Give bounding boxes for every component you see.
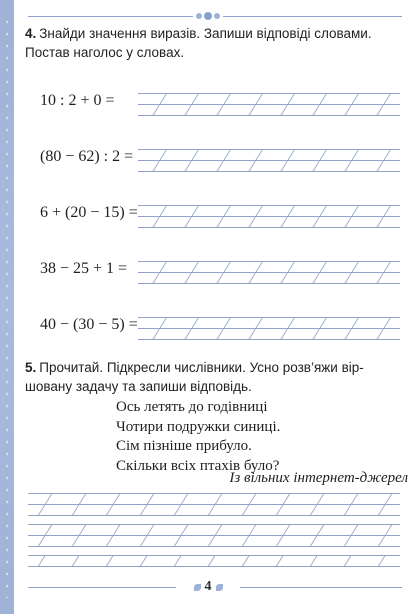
ruling-line: [138, 227, 400, 228]
poem-line: Сім пізніше прибуло.: [116, 438, 252, 454]
poem: [116, 398, 406, 476]
expression-3: 6 + (20 − 15) =: [40, 204, 138, 221]
slant-guide: [208, 555, 216, 566]
ruling-line: [28, 515, 400, 516]
task4-number: 4.: [25, 26, 37, 41]
page-number: 4: [204, 579, 212, 594]
footer-ornament: [176, 578, 240, 596]
expression-4: 38 − 25 + 1 =: [40, 260, 128, 277]
slant-guide: [140, 555, 148, 566]
poem-line: Чотири подружки синиці.: [116, 418, 281, 435]
ruling-line: [138, 261, 400, 262]
slant-guide: [344, 555, 352, 566]
task5-instruction-line1: Прочитай. Підкресли числівники. Усно розв’яжи вір-: [39, 360, 364, 375]
task5-instruction-line2: шовану задачу та запиши відповідь.: [25, 379, 252, 394]
ruling-line: [28, 546, 400, 547]
answer-line-3[interactable]: [138, 201, 400, 229]
slant-guide: [72, 555, 80, 566]
side-decorative-band: [0, 0, 14, 614]
slant-guide: [276, 555, 284, 566]
ruling-line: [138, 93, 400, 94]
ruling-line: [138, 272, 400, 273]
leaf-icon: [194, 584, 201, 591]
slant-guide: [174, 555, 182, 566]
answer-line-5[interactable]: [138, 313, 400, 341]
ruling-line: [138, 328, 400, 329]
poem-line: Ось летять до годівниці: [116, 399, 268, 415]
ruling-line: [28, 566, 400, 567]
leaf-icon: [216, 584, 223, 591]
ruling-line: [138, 115, 400, 116]
slant-guide: [378, 555, 386, 566]
ruling-line: [138, 216, 400, 217]
ruling-line: [138, 205, 400, 206]
answer-line-1[interactable]: [138, 89, 400, 117]
task5-instruction: [25, 358, 410, 396]
task5-answer-area[interactable]: [28, 493, 400, 573]
slant-guide: [38, 555, 46, 566]
slant-guide: [242, 555, 250, 566]
task4-instruction-line2: Постав наголос у словах.: [25, 45, 185, 60]
expression-1: 10 : 2 + 0 =: [40, 92, 115, 109]
task5-number: 5.: [25, 360, 37, 375]
poem-source: Із вільних інтернет-джерел: [229, 470, 408, 486]
ruling-line: [138, 317, 400, 318]
answer-line-2[interactable]: [138, 145, 400, 173]
slant-guide: [310, 555, 318, 566]
answer-line-4[interactable]: [138, 257, 400, 285]
top-ornament-icon: [193, 9, 223, 23]
slant-guide: [106, 555, 114, 566]
ruling-line: [138, 171, 400, 172]
ruling-line: [138, 149, 400, 150]
ruling-line: [138, 283, 400, 284]
ruling-line: [138, 104, 400, 105]
poem-line: Скільки всіх птахів було?: [116, 457, 280, 474]
expression-5: 40 − (30 − 5) =: [40, 316, 138, 333]
task4-instruction: [25, 24, 405, 62]
expression-2: (80 − 62) : 2 =: [40, 148, 134, 165]
ruling-line: [138, 160, 400, 161]
task4-instruction-line1: Знайди значення виразів. Запиши відповіді словами.: [39, 26, 372, 41]
ruling-line: [138, 339, 400, 340]
